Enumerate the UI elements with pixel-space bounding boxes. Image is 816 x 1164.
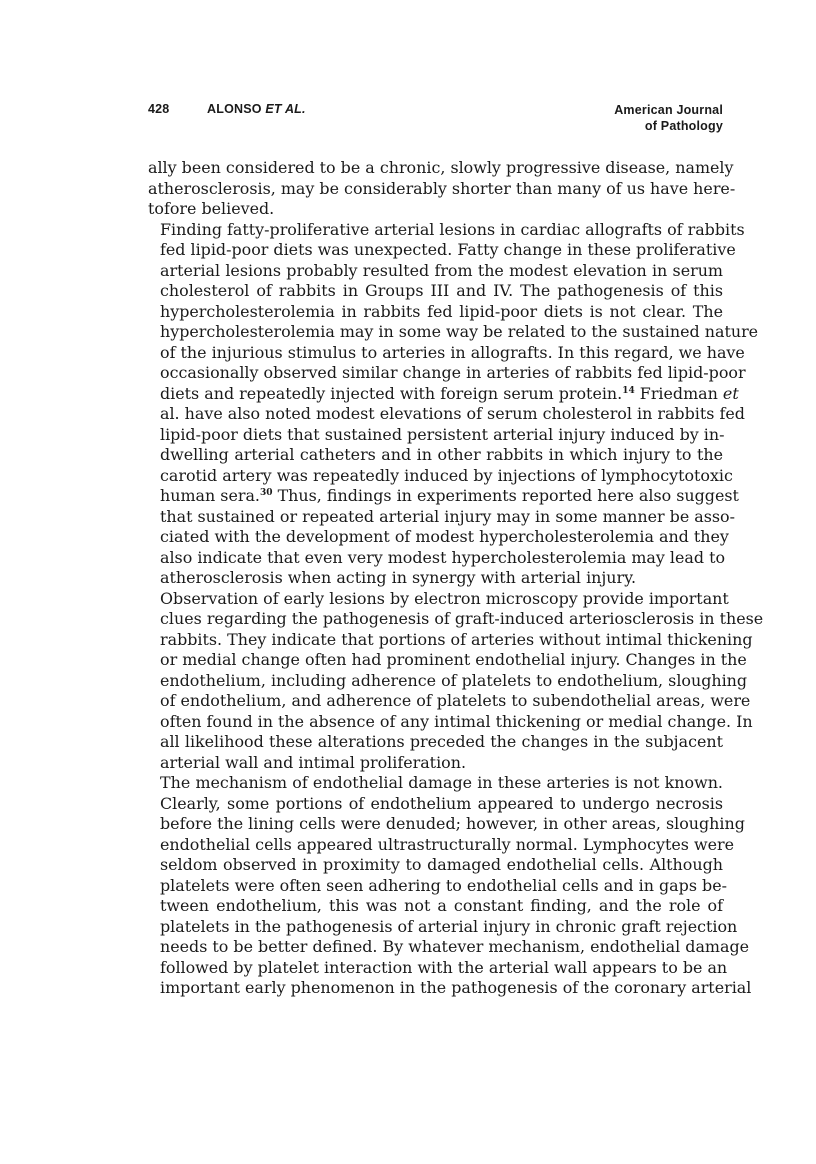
text-line: hypercholesterolemia in rabbits fed lipid-poor diets is not clear. The: [160, 301, 723, 321]
text-segment: human sera.: [160, 486, 260, 505]
text-line: tofore believed.: [148, 199, 275, 218]
text-line: followed by platelet interaction with the arterial wall appears to be an: [160, 957, 728, 977]
text-line: rabbits. They indicate that portions of arteries without intimal thickening: [160, 629, 753, 649]
text-line: of endothelium, and adherence of platelets to subendothelial areas, were: [160, 691, 751, 710]
text-line: ciated with the development of modest hypercholesterolemia and they: [160, 527, 729, 546]
text-line: hypercholesterolemia may in some way be related to the sustained nature: [160, 322, 759, 341]
text-line: arterial lesions probably resulted from the modest elevation in serum: [160, 260, 723, 280]
text-line: endothelial cells appeared ultrastructurally normal. Lymphocytes were: [160, 834, 734, 854]
text-line: arterial wall and intimal proliferation.: [160, 752, 467, 772]
text-line: important early phenomenon in the pathogenesis of the coronary arterial: [160, 978, 752, 997]
text-line: seldom observed in proximity to damaged endothelial cells. Although: [160, 855, 723, 874]
text-line: that sustained or repeated arterial injury may in some manner be asso-: [160, 506, 735, 526]
journal-title-line: of Pathology: [644, 119, 723, 133]
paragraph: [148, 219, 759, 589]
paragraph: [148, 773, 752, 999]
article-body: [148, 158, 764, 999]
citation-ref: 14: [622, 385, 635, 396]
text-segment: Thus, findings in experiments reported here also suggest: [272, 486, 739, 505]
text-line: lipid-poor diets that sustained persistent arterial injury induced by in-: [160, 424, 725, 444]
page-number: 428: [148, 102, 170, 116]
text-line: tween endothelium, this was not a constant finding, and the role of: [160, 896, 723, 915]
paragraph: [148, 588, 764, 774]
author-name: ALONSO: [207, 102, 262, 116]
text-line: fed lipid-poor diets was unexpected. Fatty change in these proliferative: [160, 240, 736, 259]
text-line: occasionally observed similar change in arteries of rabbits fed lipid-poor: [160, 363, 746, 382]
text-line: carotid artery was repeatedly induced by injections of lymphocytotoxic: [160, 465, 733, 485]
text-segment-italic: et: [722, 383, 739, 403]
author-suffix: ET AL.: [265, 102, 306, 116]
text-line: endothelium, including adherence of platelets to endothelium, sloughing: [160, 670, 748, 690]
text-line: [148, 486, 739, 507]
text-line: cholesterol of rabbits in Groups III and IV. The pathogenesis of this: [160, 281, 723, 300]
journal-title-line: American Journal: [614, 103, 723, 117]
running-head-authors: [207, 102, 306, 116]
text-line: clues regarding the pathogenesis of graft-induced arteriosclerosis in these: [160, 609, 764, 628]
text-line: [148, 383, 739, 405]
text-line: dwelling arterial catheters and in other rabbits in which injury to the: [160, 445, 723, 464]
text-line: needs to be better defined. By whatever mechanism, endothelial damage: [160, 937, 750, 956]
text-line: The mechanism of endothelial damage in these arteries is not known.: [160, 773, 723, 792]
text-line: Clearly, some portions of endothelium appeared to undergo necrosis: [160, 793, 723, 813]
text-line: often found in the absence of any intimal thickening or medial change. In: [160, 711, 753, 731]
text-line: of the injurious stimulus to arteries in allografts. In this regard, we have: [160, 342, 745, 362]
text-line: platelets were often seen adhering to endothelial cells and in gaps be-: [160, 875, 727, 895]
text-segment: diets and repeatedly injected with foreign serum protein.: [160, 383, 623, 403]
paragraph-continued: [148, 158, 736, 220]
text-line: before the lining cells were denuded; however, in other areas, sloughing: [160, 814, 745, 833]
citation-ref: 30: [259, 488, 273, 498]
text-line: all likelihood these alterations preceded the changes in the subjacent: [160, 732, 723, 751]
text-line: atherosclerosis, may be considerably shorter than many of us have here-: [148, 178, 736, 198]
text-line: or medial change often had prominent endothelial injury. Changes in the: [160, 650, 747, 669]
text-segment: Friedman: [634, 383, 723, 403]
text-line: Observation of early lesions by electron microscopy provide important: [160, 588, 729, 608]
text-line: platelets in the pathogenesis of arterial injury in chronic graft rejection: [160, 916, 738, 936]
text-line: Finding fatty-proliferative arterial lesions in cardiac allografts of rabbits: [160, 219, 745, 239]
text-line: atherosclerosis when acting in synergy with arterial injury.: [160, 568, 637, 587]
text-line: also indicate that even very modest hypercholesterolemia may lead to: [160, 547, 726, 567]
text-line: ally been considered to be a chronic, slowly progressive disease, namely: [148, 158, 734, 177]
text-line: al. have also noted modest elevations of serum cholesterol in rabbits fed: [160, 404, 745, 423]
journal-title: [614, 102, 723, 134]
